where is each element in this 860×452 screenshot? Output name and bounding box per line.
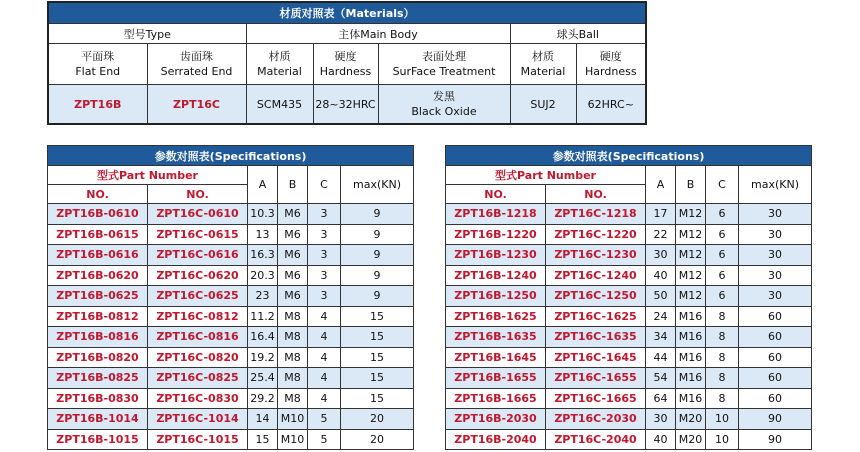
dim-a: 23 (248, 286, 278, 307)
serrated-no: ZPT16C-0830 (148, 388, 248, 409)
part-number-header: 型式Part Number (446, 166, 646, 185)
dim-b: M20 (676, 429, 706, 450)
dim-a: 14 (248, 409, 278, 430)
table-row (48, 204, 414, 225)
dim-c: 5 (308, 409, 341, 430)
dim-b: M8 (278, 347, 308, 368)
col-surface-treatment: 表面处理 SurFace Treatment (378, 44, 510, 85)
dim-b: M12 (676, 286, 706, 307)
dim-c: 8 (706, 368, 739, 389)
spec-table-right (445, 145, 812, 450)
col-material: 材质 Material (246, 44, 313, 85)
dim-b: M16 (676, 347, 706, 368)
dim-c: 6 (706, 245, 739, 266)
serrated-no: ZPT16C-1645 (546, 347, 646, 368)
flat-no: ZPT16B-0620 (48, 265, 148, 286)
table-row (446, 224, 812, 245)
dim-b: M6 (278, 224, 308, 245)
max-load: 9 (341, 204, 414, 225)
group-model-header: 型号Type (48, 24, 246, 44)
col-max: max(KN) (341, 166, 414, 204)
dim-c: 10 (706, 429, 739, 450)
spec-title: 参数对照表(Specifications) (48, 146, 414, 166)
dim-b: M12 (676, 265, 706, 286)
dim-a: 15 (248, 429, 278, 450)
dim-b: M16 (676, 306, 706, 327)
flat-no: ZPT16B-0825 (48, 368, 148, 389)
dim-a: 54 (646, 368, 676, 389)
dim-a: 29.2 (248, 388, 278, 409)
serrated-no: ZPT16C-1625 (546, 306, 646, 327)
serrated-no: ZPT16C-1250 (546, 286, 646, 307)
dim-a: 34 (646, 327, 676, 348)
flat-no: ZPT16B-1230 (446, 245, 546, 266)
table-row (48, 265, 414, 286)
col-no-flat: NO. (48, 185, 148, 204)
flat-no: ZPT16B-0625 (48, 286, 148, 307)
dim-a: 10.3 (248, 204, 278, 225)
serrated-no: ZPT16C-0610 (148, 204, 248, 225)
col-b: B (676, 166, 706, 204)
col-c: C (308, 166, 341, 204)
max-load: 9 (341, 245, 414, 266)
dim-b: M8 (278, 327, 308, 348)
dim-c: 4 (308, 368, 341, 389)
serrated-no: ZPT16C-1635 (546, 327, 646, 348)
flat-model: ZPT16B (48, 85, 147, 125)
dim-c: 4 (308, 327, 341, 348)
table-row (446, 347, 812, 368)
col-hardness: 硬度 Hardness (313, 44, 378, 85)
flat-no: ZPT16B-1218 (446, 204, 546, 225)
serrated-no: ZPT16C-0825 (148, 368, 248, 389)
max-load: 15 (341, 327, 414, 348)
dim-b: M16 (676, 327, 706, 348)
dim-b: M16 (676, 368, 706, 389)
ball-material: SUJ2 (510, 85, 576, 125)
max-load: 15 (341, 347, 414, 368)
table-row (446, 409, 812, 430)
flat-no: ZPT16B-1645 (446, 347, 546, 368)
dim-b: M6 (278, 265, 308, 286)
dim-a: 40 (646, 429, 676, 450)
table-row (48, 327, 414, 348)
max-load: 9 (341, 224, 414, 245)
table-row (48, 245, 414, 266)
max-load: 9 (341, 265, 414, 286)
dim-c: 3 (308, 286, 341, 307)
dim-a: 64 (646, 388, 676, 409)
dim-c: 8 (706, 327, 739, 348)
table-row (48, 306, 414, 327)
flat-no: ZPT16B-1635 (446, 327, 546, 348)
serrated-no: ZPT16C-1015 (148, 429, 248, 450)
spec-title: 参数对照表(Specifications) (446, 146, 812, 166)
max-load: 15 (341, 388, 414, 409)
dim-a: 11.2 (248, 306, 278, 327)
dim-c: 5 (308, 429, 341, 450)
max-load: 90 (739, 409, 812, 430)
flat-no: ZPT16B-0816 (48, 327, 148, 348)
max-load: 90 (739, 429, 812, 450)
max-load: 15 (341, 368, 414, 389)
flat-no: ZPT16B-0610 (48, 204, 148, 225)
dim-c: 6 (706, 286, 739, 307)
dim-a: 19.2 (248, 347, 278, 368)
group-ball-header: 球头Ball (510, 24, 646, 44)
dim-b: M6 (278, 245, 308, 266)
table-row (446, 245, 812, 266)
col-no-flat: NO. (446, 185, 546, 204)
dim-c: 8 (706, 306, 739, 327)
flat-no: ZPT16B-1665 (446, 388, 546, 409)
body-material: SCM435 (246, 85, 313, 125)
flat-no: ZPT16B-0812 (48, 306, 148, 327)
flat-no: ZPT16B-0830 (48, 388, 148, 409)
table-row (48, 224, 414, 245)
col-ball-material: 材质 Material (510, 44, 576, 85)
dim-b: M6 (278, 286, 308, 307)
table-row (446, 204, 812, 225)
max-load: 30 (739, 224, 812, 245)
dim-b: M8 (278, 306, 308, 327)
dim-b: M12 (676, 204, 706, 225)
max-load: 9 (341, 286, 414, 307)
dim-c: 3 (308, 265, 341, 286)
max-load: 20 (341, 429, 414, 450)
dim-b: M16 (676, 388, 706, 409)
serrated-no: ZPT16C-0625 (148, 286, 248, 307)
table-row (446, 388, 812, 409)
dim-a: 25.4 (248, 368, 278, 389)
table-row (48, 347, 414, 368)
flat-no: ZPT16B-1250 (446, 286, 546, 307)
dim-b: M12 (676, 245, 706, 266)
ball-hardness: 62HRC~ (576, 85, 646, 125)
max-load: 30 (739, 286, 812, 307)
col-b: B (278, 166, 308, 204)
dim-c: 4 (308, 306, 341, 327)
max-load: 20 (341, 409, 414, 430)
serrated-model: ZPT16C (147, 85, 246, 125)
max-load: 60 (739, 368, 812, 389)
col-no-serrated: NO. (148, 185, 248, 204)
flat-no: ZPT16B-1220 (446, 224, 546, 245)
dim-a: 30 (646, 409, 676, 430)
table-row (48, 429, 414, 450)
flat-no: ZPT16B-1240 (446, 265, 546, 286)
part-number-header: 型式Part Number (48, 166, 248, 185)
serrated-no: ZPT16C-1014 (148, 409, 248, 430)
dim-c: 8 (706, 388, 739, 409)
serrated-no: ZPT16C-2030 (546, 409, 646, 430)
table-row (446, 368, 812, 389)
flat-no: ZPT16B-1015 (48, 429, 148, 450)
serrated-no: ZPT16C-0812 (148, 306, 248, 327)
dim-a: 22 (646, 224, 676, 245)
dim-c: 8 (706, 347, 739, 368)
flat-no: ZPT16B-2030 (446, 409, 546, 430)
table-row (446, 429, 812, 450)
table-row (446, 265, 812, 286)
body-hardness: 28~32HRC (313, 85, 378, 125)
dim-a: 17 (646, 204, 676, 225)
dim-a: 24 (646, 306, 676, 327)
table-row (446, 327, 812, 348)
spec-table-left (47, 145, 414, 450)
col-ball-hardness: 硬度 Hardness (576, 44, 646, 85)
serrated-no: ZPT16C-0816 (148, 327, 248, 348)
max-load: 60 (739, 306, 812, 327)
serrated-no: ZPT16C-0616 (148, 245, 248, 266)
dim-c: 6 (706, 265, 739, 286)
materials-table (47, 1, 647, 125)
max-load: 60 (739, 327, 812, 348)
dim-a: 13 (248, 224, 278, 245)
group-body-header: 主体Main Body (246, 24, 510, 44)
serrated-no: ZPT16C-1655 (546, 368, 646, 389)
max-load: 30 (739, 204, 812, 225)
dim-a: 44 (646, 347, 676, 368)
dim-a: 30 (646, 245, 676, 266)
max-load: 60 (739, 347, 812, 368)
table-row (48, 286, 414, 307)
table-row (446, 306, 812, 327)
surface-treatment: 发黑 Black Oxide (378, 85, 510, 125)
dim-c: 3 (308, 245, 341, 266)
col-serrated-end: 齿面珠 Serrated End (147, 44, 246, 85)
max-load: 30 (739, 265, 812, 286)
dim-c: 3 (308, 224, 341, 245)
flat-no: ZPT16B-1014 (48, 409, 148, 430)
flat-no: ZPT16B-0616 (48, 245, 148, 266)
max-load: 60 (739, 388, 812, 409)
flat-no: ZPT16B-0615 (48, 224, 148, 245)
dim-c: 4 (308, 388, 341, 409)
max-load: 15 (341, 306, 414, 327)
flat-no: ZPT16B-0820 (48, 347, 148, 368)
flat-no: ZPT16B-1625 (446, 306, 546, 327)
serrated-no: ZPT16C-0620 (148, 265, 248, 286)
materials-title: 材质对照表（Materials） (48, 2, 646, 24)
serrated-no: ZPT16C-1220 (546, 224, 646, 245)
dim-b: M8 (278, 388, 308, 409)
dim-a: 16.4 (248, 327, 278, 348)
flat-no: ZPT16B-2040 (446, 429, 546, 450)
dim-a: 20.3 (248, 265, 278, 286)
serrated-no: ZPT16C-1218 (546, 204, 646, 225)
dim-a: 40 (646, 265, 676, 286)
dim-b: M10 (278, 409, 308, 430)
serrated-no: ZPT16C-1665 (546, 388, 646, 409)
max-load: 30 (739, 245, 812, 266)
serrated-no: ZPT16C-1230 (546, 245, 646, 266)
flat-no: ZPT16B-1655 (446, 368, 546, 389)
col-a: A (646, 166, 676, 204)
dim-b: M8 (278, 368, 308, 389)
serrated-no: ZPT16C-0615 (148, 224, 248, 245)
serrated-no: ZPT16C-2040 (546, 429, 646, 450)
materials-data-row (48, 85, 646, 125)
dim-a: 50 (646, 286, 676, 307)
col-a: A (248, 166, 278, 204)
dim-c: 6 (706, 204, 739, 225)
col-max: max(KN) (739, 166, 812, 204)
table-row (48, 368, 414, 389)
dim-b: M20 (676, 409, 706, 430)
dim-c: 10 (706, 409, 739, 430)
col-no-serrated: NO. (546, 185, 646, 204)
dim-c: 4 (308, 347, 341, 368)
serrated-no: ZPT16C-1240 (546, 265, 646, 286)
serrated-no: ZPT16C-0820 (148, 347, 248, 368)
table-row (48, 409, 414, 430)
dim-c: 6 (706, 224, 739, 245)
table-row (446, 286, 812, 307)
dim-b: M10 (278, 429, 308, 450)
dim-b: M6 (278, 204, 308, 225)
dim-a: 16.3 (248, 245, 278, 266)
dim-b: M12 (676, 224, 706, 245)
table-row (48, 388, 414, 409)
col-flat-end: 平面珠 Flat End (48, 44, 147, 85)
col-c: C (706, 166, 739, 204)
dim-c: 3 (308, 204, 341, 225)
